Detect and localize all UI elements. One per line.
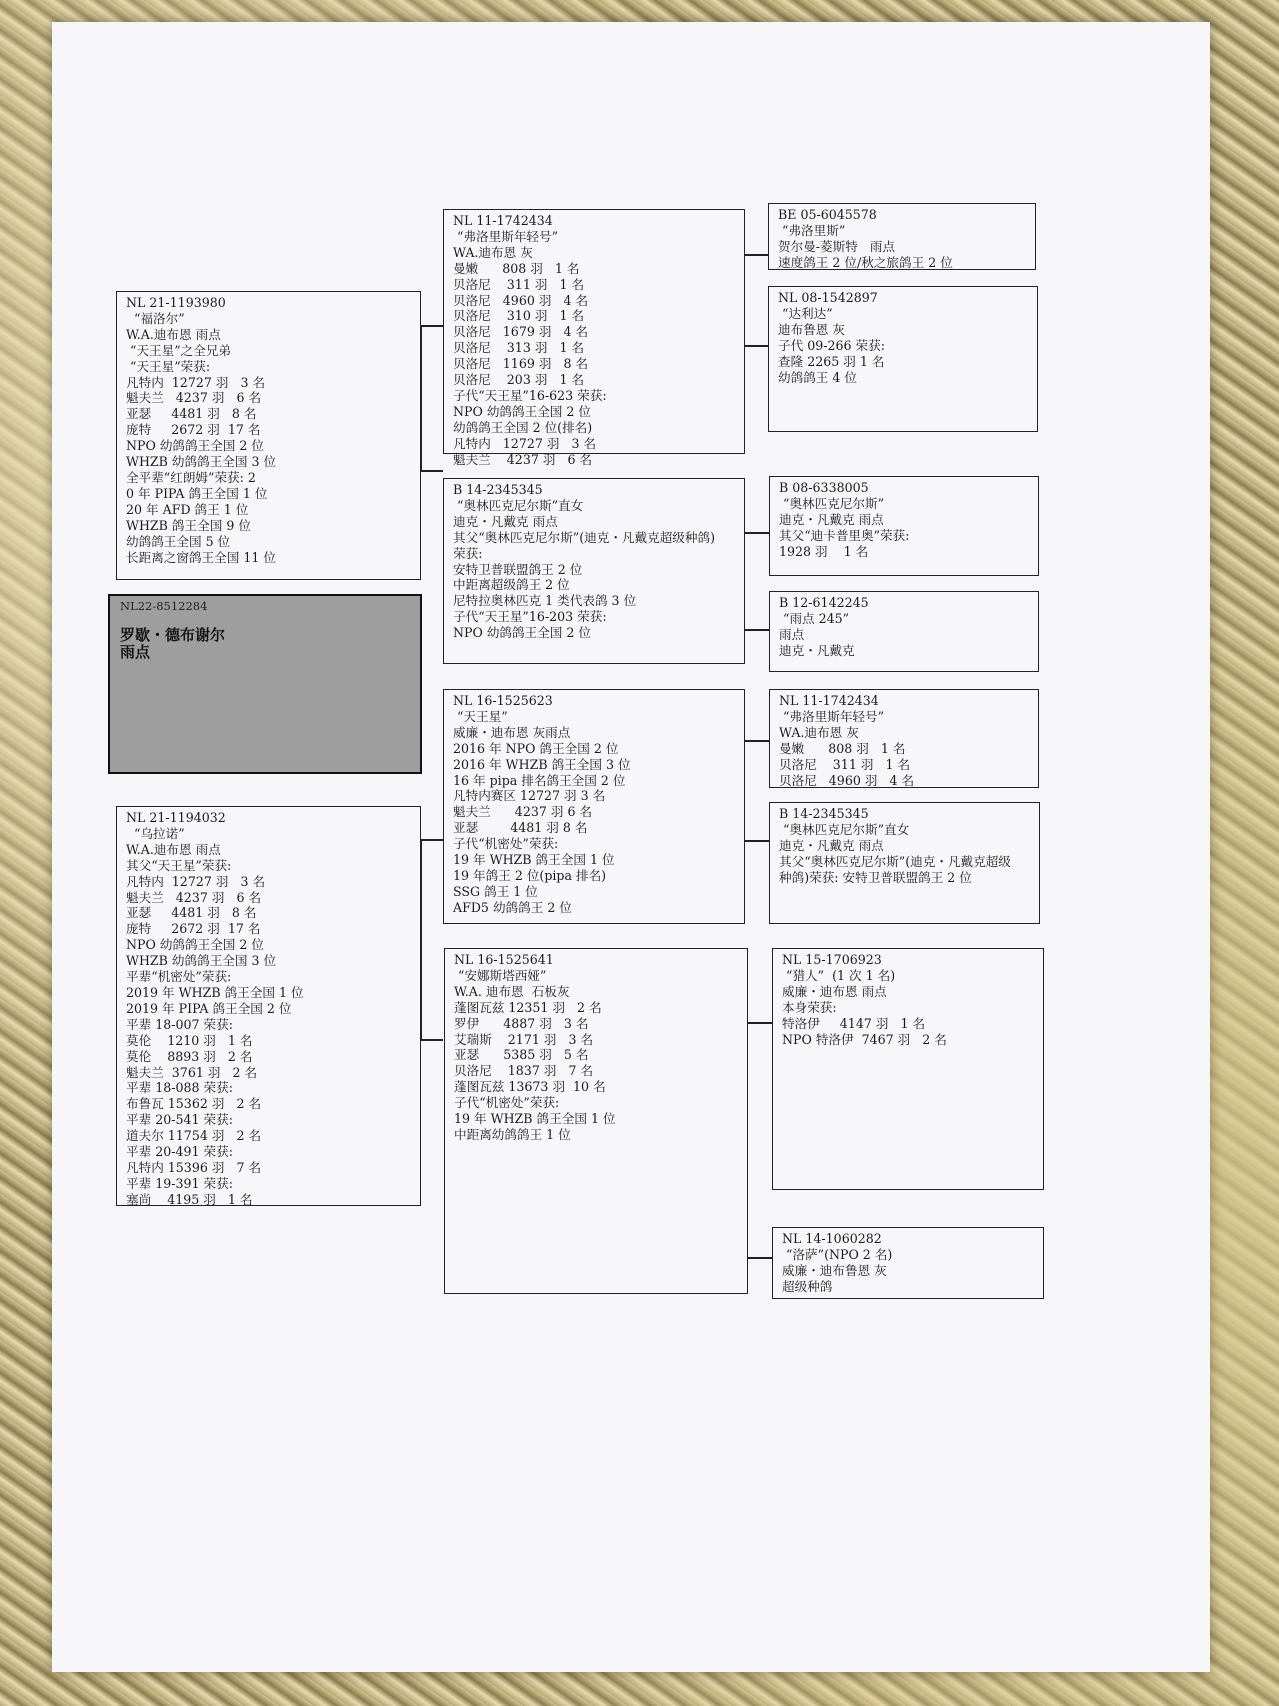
pedigree-line: 2019 年 PIPA 鸽王全国 2 位 [126, 1000, 292, 1016]
pedigree-line: W.A.迪布恩 雨点 [126, 841, 221, 857]
pedigree-line: 迪克・凡戴克 雨点 [453, 513, 558, 529]
pedigree-line: 凡特内 15396 羽 7 名 [126, 1159, 262, 1175]
pedigree-line: W.A. 迪布恩 石板灰 [454, 983, 570, 999]
ancestor-card-7 [772, 948, 1044, 1190]
pedigree-line: 蓬图瓦兹 12351 羽 2 名 [454, 999, 602, 1015]
pedigree-line: SSG 鸽王 1 位 [453, 883, 538, 899]
connector-line [744, 532, 769, 534]
pedigree-line: 魁夫兰 4237 羽 6 名 [126, 889, 262, 905]
subject-ring-number: NL22-8512284 [120, 599, 208, 613]
ring-number: B 08-6338005 [779, 480, 869, 495]
pedigree-line: 道夫尔 11754 羽 2 名 [126, 1128, 262, 1144]
pedigree-line: 魁夫兰 4237 羽 6 名 [126, 390, 262, 406]
connector-line [744, 740, 769, 742]
connector-line [744, 345, 768, 347]
sire-sire-card [443, 209, 745, 467]
pedigree-line: 其父“天王星”荣获: [126, 857, 232, 873]
ring-number: B 14-2345345 [779, 806, 869, 821]
pedigree-line: AFD5 幼鸽鸽王 2 位 [453, 899, 572, 915]
pedigree-line: 19 年 WHZB 鸽王全国 1 位 [454, 1111, 616, 1127]
pedigree-line: 19 年鸽王 2 位(pipa 排名) [453, 867, 607, 883]
pedigree-line: 蓬图瓦兹 13673 羽 10 名 [454, 1079, 606, 1095]
pedigree-line: 中距离超级鸽王 2 位 [453, 577, 570, 593]
ancestor-card-4 [769, 591, 1039, 672]
pedigree-line: 子代“天王星”16-623 荣获: [453, 387, 607, 403]
pedigree-line: 贝洛尼 4960 羽 4 名 [779, 772, 915, 788]
ring-number: NL 11-1742434 [779, 693, 879, 708]
pedigree-line: 凡特内 12727 羽 3 名 [126, 374, 266, 390]
connector-line [747, 1022, 772, 1024]
connector-line [747, 1257, 772, 1259]
pedigree-line: 威廉・迪布恩 灰雨点 [453, 724, 571, 740]
pedigree-line: “猎人” (1 次 1 名) [782, 967, 896, 983]
pedigree-line: WA.迪布恩 灰 [453, 244, 533, 260]
pedigree-line: 魁夫兰 4237 羽 6 名 [453, 804, 593, 820]
pedigree-line: 迪克・凡戴克 雨点 [779, 511, 884, 527]
pedigree-line: 凡特内 12727 羽 3 名 [453, 435, 597, 451]
pedigree-line: 2016 年 WHZB 鸽王全国 3 位 [453, 756, 631, 772]
pedigree-line: 19 年 WHZB 鸽王全国 1 位 [453, 852, 615, 868]
pedigree-line: 贝洛尼 4960 羽 4 名 [453, 292, 589, 308]
pedigree-line: “洛萨”(NPO 2 名) [782, 1246, 893, 1262]
pedigree-line: 种鸽)荣获: 安特卫普联盟鸽王 2 位 [779, 869, 972, 885]
pedigree-line: “达利达” [778, 305, 833, 321]
pedigree-line: NPO 幼鸽鸽王全国 2 位 [126, 937, 264, 953]
ring-number: NL 08-1542897 [778, 290, 878, 305]
pedigree-line: 其父“奥林匹克尼尔斯”(迪克・凡戴克超级种鸽) [453, 529, 715, 545]
pedigree-line: 其父“奥林匹克尼尔斯”(迪克・凡戴克超级 [779, 853, 1011, 869]
pedigree-line: 平辈 18-007 荣获: [126, 1016, 233, 1032]
pedigree-line: 艾瑞斯 2171 羽 3 名 [454, 1031, 594, 1047]
connector-line [744, 840, 769, 842]
pedigree-line: 雨点 [779, 626, 805, 642]
pedigree-line: 贝洛尼 311 羽 1 名 [779, 756, 911, 772]
pedigree-line: 塞尚 4195 羽 1 名 [126, 1191, 253, 1207]
ring-number: NL 21-1193980 [126, 295, 226, 310]
pedigree-line: 中距离幼鸽鸽王 1 位 [454, 1126, 571, 1142]
pedigree-line: 子代“天王星”16-203 荣获: [453, 609, 607, 625]
pedigree-line: 子代“机密处”荣获: [454, 1095, 560, 1111]
pedigree-line: 子代 09-266 荣获: [778, 337, 885, 353]
sire-card [116, 291, 421, 580]
ring-number: B 14-2345345 [453, 482, 543, 497]
ring-number: NL 11-1742434 [453, 213, 553, 228]
pedigree-line: 贝洛尼 1679 羽 4 名 [453, 324, 589, 340]
pedigree-line: 凡特内 12727 羽 3 名 [126, 873, 266, 889]
dam-card [116, 806, 421, 1206]
pedigree-line: 平辈“机密处”荣获: [126, 969, 232, 985]
pedigree-line: 莫伦 8893 羽 2 名 [126, 1048, 253, 1064]
ring-number: NL 15-1706923 [782, 952, 882, 967]
pedigree-line: 长距离之窗鸽王全国 11 位 [126, 549, 276, 565]
pedigree-line: 平辈 20-491 荣获: [126, 1144, 233, 1160]
pedigree-line: 速度鸽王 2 位/秋之旅鸽王 2 位 [778, 254, 953, 270]
pedigree-line: 凡特内赛区 12727 羽 3 名 [453, 788, 606, 804]
pedigree-line: 16 年 pipa 排名鸽王全国 2 位 [453, 772, 626, 788]
pedigree-line: 贝洛尼 311 羽 1 名 [453, 276, 585, 292]
pedigree-line: 贝洛尼 1169 羽 8 名 [453, 356, 589, 372]
ring-number: NL 21-1194032 [126, 810, 226, 825]
subject-color: 雨点 [120, 643, 151, 661]
pedigree-line: 迪克・凡戴克 [779, 642, 855, 658]
connector-line [744, 629, 769, 631]
pedigree-line: 幼鸽鸽王全国 2 位(排名) [453, 419, 593, 435]
pedigree-line: WA.迪布恩 灰 [779, 724, 859, 740]
pedigree-line: 尼特拉奥林匹克 1 类代表鸽 3 位 [453, 593, 637, 609]
pedigree-line: 亚瑟 4481 羽 8 名 [126, 905, 257, 921]
connector-line [420, 1039, 443, 1041]
ring-number: NL 14-1060282 [782, 1231, 882, 1246]
ancestor-card-6 [769, 802, 1040, 924]
ancestor-card-5 [769, 689, 1039, 788]
pedigree-line: 荣获: [453, 545, 483, 561]
pedigree-line: “乌拉诺” [126, 825, 185, 841]
ancestor-card-1 [768, 203, 1036, 270]
pedigree-line: 亚瑟 4481 羽 8 名 [126, 406, 257, 422]
pedigree-line: WHZB 幼鸽鸽王全国 3 位 [126, 953, 277, 969]
connector-line [420, 470, 443, 472]
pedigree-line: 幼鸽鸽王 4 位 [778, 369, 857, 385]
pedigree-line: “天王星” [453, 708, 508, 724]
pedigree-line: 贝洛尼 203 羽 1 名 [453, 372, 585, 388]
pedigree-line: 贝洛尼 313 羽 1 名 [453, 340, 585, 356]
pedigree-line: 安特卫普联盟鸽王 2 位 [453, 561, 583, 577]
pedigree-line: 魁夫兰 4237 羽 6 名 [453, 451, 593, 467]
pedigree-line: 2016 年 NPO 鸽王全国 2 位 [453, 740, 619, 756]
pedigree-line: “天王星”之全兄弟 [126, 342, 232, 358]
pedigree-line: 1928 羽 1 名 [779, 543, 869, 559]
pedigree-line: “天王星”荣获: [126, 358, 211, 374]
pedigree-line: 其父“迪卡普里奥”荣获: [779, 527, 910, 543]
pedigree-line: 曼嫩 808 羽 1 名 [779, 740, 906, 756]
pedigree-line: NPO 幼鸽鸽王全国 2 位 [453, 625, 591, 641]
ring-number: NL 16-1525641 [454, 952, 554, 967]
pedigree-line: “奥林匹克尼尔斯”直女 [779, 821, 910, 837]
ring-number: BE 05-6045578 [778, 207, 877, 222]
sire-dam-card [443, 478, 745, 664]
pedigree-line: “奥林匹克尼尔斯” [779, 495, 885, 511]
pedigree-line: “弗洛里斯” [778, 222, 846, 238]
ring-number: B 12-6142245 [779, 595, 869, 610]
pedigree-line: 平辈 18-088 荣获: [126, 1080, 233, 1096]
pedigree-line: WHZB 鸽王全国 9 位 [126, 517, 251, 533]
pedigree-line: “雨点 245” [779, 610, 850, 626]
ancestor-card-8 [772, 1227, 1044, 1299]
pedigree-line: WHZB 幼鸽鸽王全国 3 位 [126, 454, 277, 470]
pedigree-line: NPO 幼鸽鸽王全国 2 位 [126, 438, 264, 454]
pedigree-line: 查隆 2265 羽 1 名 [778, 353, 885, 369]
pedigree-line: NPO 特洛伊 7467 羽 2 名 [782, 1031, 947, 1047]
pedigree-paper [52, 22, 1210, 1672]
ancestor-card-2 [768, 286, 1038, 432]
pedigree-line: 2019 年 WHZB 鸽王全国 1 位 [126, 984, 304, 1000]
ancestor-card-3 [769, 476, 1039, 576]
pedigree-line: 亚瑟 5385 羽 5 名 [454, 1047, 589, 1063]
pedigree-line: 亚瑟 4481 羽 8 名 [453, 820, 588, 836]
pedigree-line: 莫伦 1210 羽 1 名 [126, 1032, 253, 1048]
subject-card [108, 594, 422, 774]
dam-sire-card [443, 689, 745, 924]
pedigree-line: “安娜斯塔西娅” [454, 967, 547, 983]
pedigree-line: 迪布鲁恩 灰 [778, 321, 845, 337]
ring-number: NL 16-1525623 [453, 693, 553, 708]
pedigree-line: 平辈 20-541 荣获: [126, 1112, 233, 1128]
pedigree-line: 布鲁瓦 15362 羽 2 名 [126, 1096, 262, 1112]
pedigree-line: W.A.迪布恩 雨点 [126, 326, 221, 342]
pedigree-line: 特洛伊 4147 羽 1 名 [782, 1015, 926, 1031]
pedigree-line: “奥林匹克尼尔斯”直女 [453, 497, 584, 513]
dam-dam-card [444, 948, 748, 1294]
connector-line [420, 839, 443, 841]
pedigree-line: “福洛尔” [126, 310, 185, 326]
pedigree-line: 平辈 19-391 荣获: [126, 1175, 233, 1191]
connector-line [744, 254, 768, 256]
pedigree-line: 20 年 AFD 鸽王 1 位 [126, 501, 249, 517]
pedigree-line: 迪克・凡戴克 雨点 [779, 837, 884, 853]
pedigree-line: 超级种鸽 [782, 1278, 833, 1294]
pedigree-line: 魁夫兰 3761 羽 2 名 [126, 1064, 258, 1080]
pedigree-line: “弗洛里斯年轻号” [779, 708, 885, 724]
connector-line [420, 325, 443, 327]
pedigree-line: 威廉・迪布恩 雨点 [782, 983, 887, 999]
pedigree-line: 贝洛尼 310 羽 1 名 [453, 308, 585, 324]
pedigree-line: NPO 幼鸽鸽王全国 2 位 [453, 403, 591, 419]
pedigree-line: 庞特 2672 羽 17 名 [126, 422, 261, 438]
pedigree-line: 庞特 2672 羽 17 名 [126, 921, 261, 937]
pedigree-line: 0 年 PIPA 鸽王全国 1 位 [126, 485, 268, 501]
subject-name: 罗歇・德布谢尔 [120, 626, 226, 644]
pedigree-line: 贺尔曼-菱斯特 雨点 [778, 238, 896, 254]
pedigree-line: 曼嫩 808 羽 1 名 [453, 260, 580, 276]
pedigree-line: “弗洛里斯年轻号” [453, 228, 559, 244]
pedigree-line: 罗伊 4887 羽 3 名 [454, 1015, 589, 1031]
pedigree-line: 全平辈“红朗姆”荣获: 2 [126, 469, 256, 485]
pedigree-line: 威廉・迪布鲁恩 灰 [782, 1262, 887, 1278]
pedigree-line: 子代“机密处”荣获: [453, 836, 559, 852]
pedigree-line: 本身荣获: [782, 999, 837, 1015]
pedigree-line: 贝洛尼 1837 羽 7 名 [454, 1063, 594, 1079]
pedigree-line: 幼鸽鸽王全国 5 位 [126, 533, 231, 549]
